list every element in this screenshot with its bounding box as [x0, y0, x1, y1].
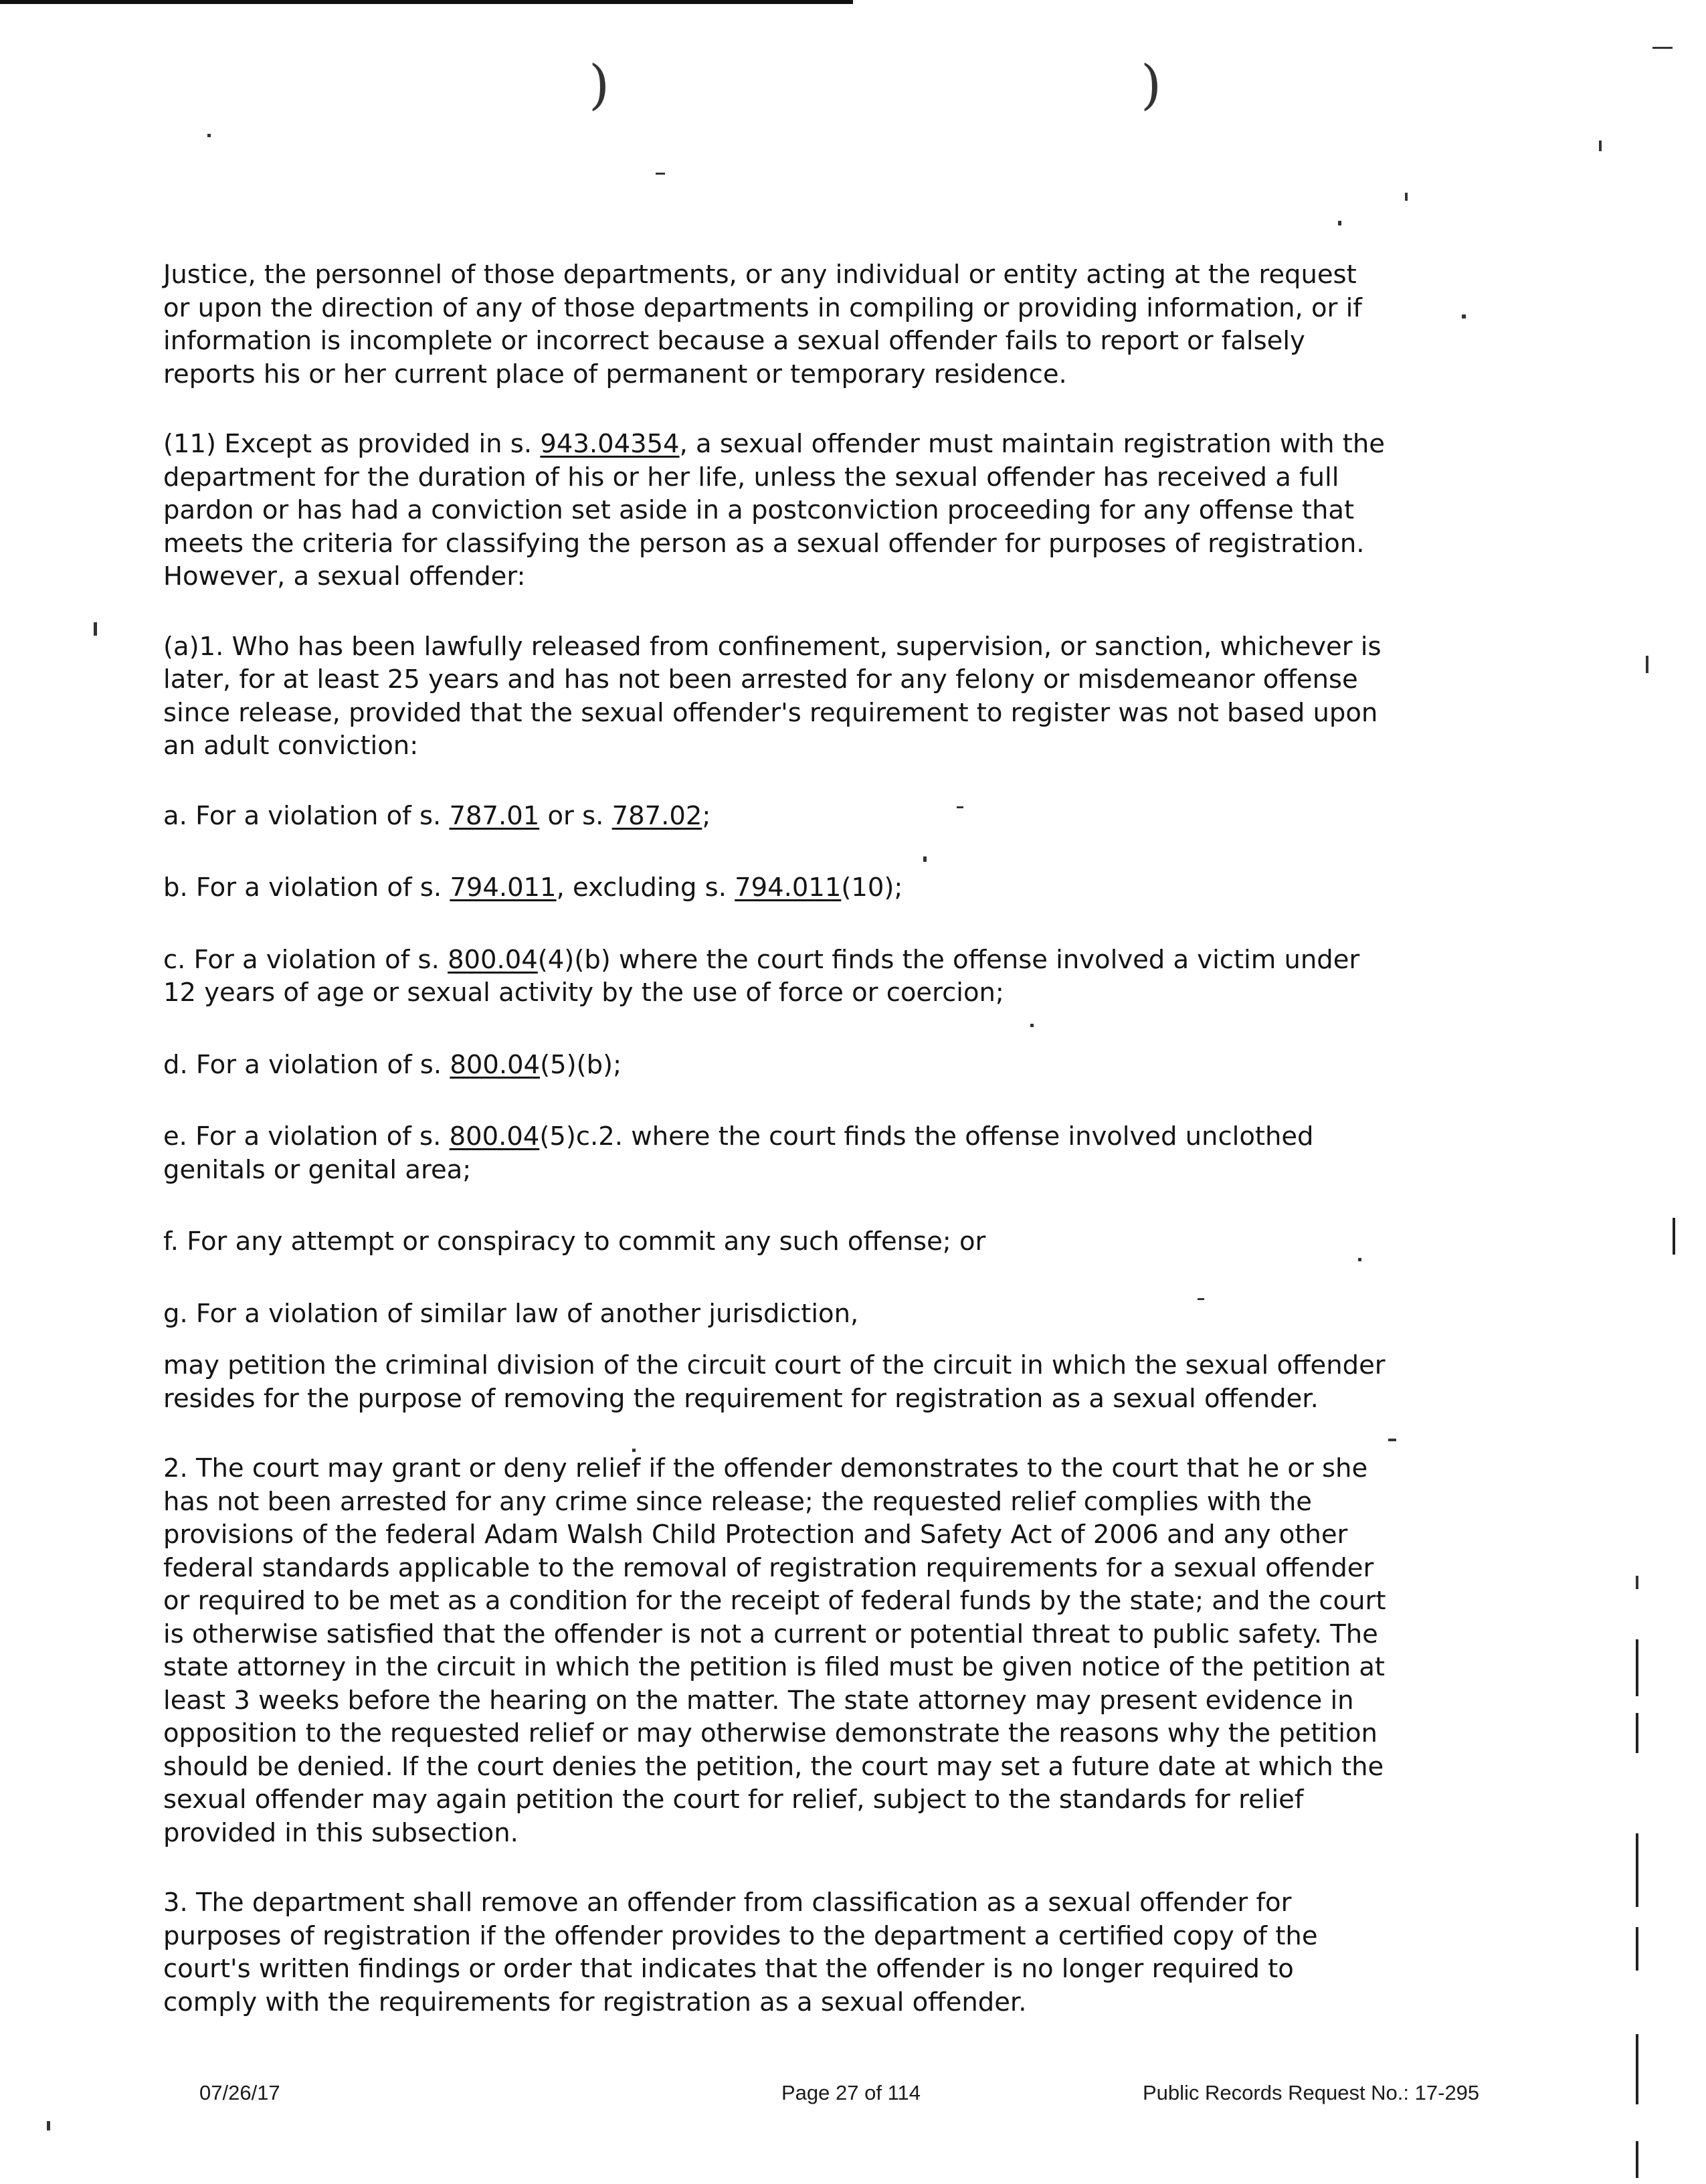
list-item-g: g. For a violation of similar law of another jurisdiction,	[163, 1298, 859, 1329]
scan-speck	[656, 173, 665, 175]
item-b-suffix: (10);	[841, 873, 903, 903]
punch-hole-mark-right: )	[1141, 54, 1162, 116]
scan-speck	[1462, 314, 1466, 318]
list-item-c	[163, 943, 1388, 1010]
item-d-suffix: (5)(b);	[540, 1049, 622, 1080]
item-a-suffix: ;	[702, 800, 711, 831]
scan-speck	[1405, 193, 1408, 201]
intro-paragraph: Justice, the personnel of those departments, or any individual or entity acting at the request or upon the direction of any of those departments in compiling or providing information, or if information is incomplete or incorrect because a sexual offender fails to report or falsely reports his or her current place of permanent or temporary residence.	[163, 260, 1362, 389]
item-e-suffix: (5)c.2. where the court finds the offense involved unclothed genitals or genital area;	[163, 1121, 1314, 1185]
footer-page-number: Page 27 of 114	[781, 2081, 921, 2104]
paragraph-11	[163, 428, 1388, 594]
footer-request-number: Public Records Request No.: 17-295	[1143, 2081, 1480, 2104]
scan-speck	[1599, 141, 1602, 151]
list-item-a	[163, 800, 1388, 833]
list-item-e	[163, 1120, 1388, 1186]
statute-link-794-011-excluding[interactable]: 794.011	[735, 873, 842, 903]
item-a-mid: or s.	[539, 800, 612, 831]
scan-speck	[94, 622, 97, 636]
scan-speck	[1636, 1576, 1638, 1589]
scan-speck	[1646, 656, 1648, 673]
item-b-mid: , excluding s.	[556, 873, 735, 903]
statute-link-800-04-e[interactable]: 800.04	[449, 1121, 540, 1152]
paragraph-11-text: , a sexual offender must maintain registration with the department for the duration of his or her life, unless the sexual offender has received a full pardon or has had a conviction set aside in a postconviction proceeding for any offense that meets the criteria for classifying the person as a sexual offender for purposes of registration. However, a sexual offender:	[163, 429, 1385, 592]
scan-speck	[47, 2121, 50, 2130]
margin-bar	[1636, 1713, 1638, 1753]
document-body	[163, 258, 1388, 2056]
margin-bar	[1673, 1218, 1675, 1255]
paragraph-2: 2. The court may grant or deny relief if the offender demonstrates to the court that he or she has not been arrested for any crime since release; the requested relief complies with the provisions of the federal Adam Walsh Child Protection and Safety Act of 2006 and any other federal standards applicable to the removal of registration requirements for a sexual offender or required to be met as a condition for the receipt of federal funds by the state; and the court is otherwise satisfied that the offender is not a current or potential threat to public safety. The state attorney in the circuit in which the petition is filed must be given notice of the petition at least 3 weeks before the hearing on the matter. The state attorney may present evidence in opposition to the requested relief or may otherwise demonstrate the reasons why the petition should be denied. If the court denies the petition, the court may set a future date at which the sexual offender may again petition the court for relief, subject to the standards for relief provided in this subsection.	[163, 1453, 1386, 1848]
scan-speck	[1388, 1439, 1396, 1441]
margin-bar	[1636, 1639, 1638, 1696]
paragraph-11-prefix: (11) Except as provided in s.	[163, 429, 541, 459]
item-a-prefix: a. For a violation of s.	[163, 800, 450, 831]
statute-link-943-04354[interactable]: 943.04354	[540, 429, 680, 459]
list-item-d	[163, 1049, 1388, 1082]
statute-link-787-01[interactable]: 787.01	[449, 800, 540, 831]
paragraph-a1: (a)1. Who has been lawfully released from confinement, supervision, or sanction, whichever is later, for at least 25 years and has not been arrested for any felony or misdemeanor offense since release, provided that the sexual offender's requirement to register was not based upon an adult conviction:	[163, 631, 1382, 761]
item-c-suffix: (4)(b) where the court finds the offense involved a victim under 12 years of age or sexual activity by the use of force or coercion;	[163, 944, 1360, 1008]
item-c-prefix: c. For a violation of s.	[163, 944, 448, 975]
paragraph-3: 3. The department shall remove an offender from classification as a sexual offender for purposes of registration if the offender provides to the department a certified copy of the court's written findings or order that indicates that the offender is no longer required to comply with the requirements for registration as a sexual offender.	[163, 1888, 1318, 2017]
item-d-prefix: d. For a violation of s.	[163, 1049, 450, 1080]
margin-bar	[1636, 2141, 1638, 2178]
statute-link-800-04-c[interactable]: 800.04	[448, 944, 538, 975]
punch-hole-mark-left: )	[589, 54, 610, 116]
item-b-prefix: b. For a violation of s.	[163, 873, 450, 903]
list-item-f: f. For any attempt or conspiracy to commit any such offense; or	[163, 1226, 986, 1257]
scan-speck	[1338, 221, 1341, 225]
margin-bar	[1636, 1927, 1638, 1971]
scan-speck	[207, 134, 211, 137]
scan-top-edge	[0, 0, 853, 4]
statute-link-787-02[interactable]: 787.02	[611, 800, 702, 831]
petition-paragraph: may petition the criminal division of the circuit court of the circuit in which the sexual offender resides for the purpose of removing the requirement for registration as a sexual offender.	[163, 1350, 1386, 1414]
item-e-prefix: e. For a violation of s.	[163, 1121, 450, 1152]
statute-link-794-011[interactable]: 794.011	[450, 873, 557, 903]
scan-speck	[1652, 47, 1673, 49]
margin-bar	[1636, 2034, 1638, 2104]
footer-date: 07/26/17	[199, 2081, 280, 2104]
statute-link-800-04-d[interactable]: 800.04	[450, 1049, 541, 1080]
list-item-b	[163, 871, 1388, 905]
margin-bar	[1636, 1833, 1638, 1907]
